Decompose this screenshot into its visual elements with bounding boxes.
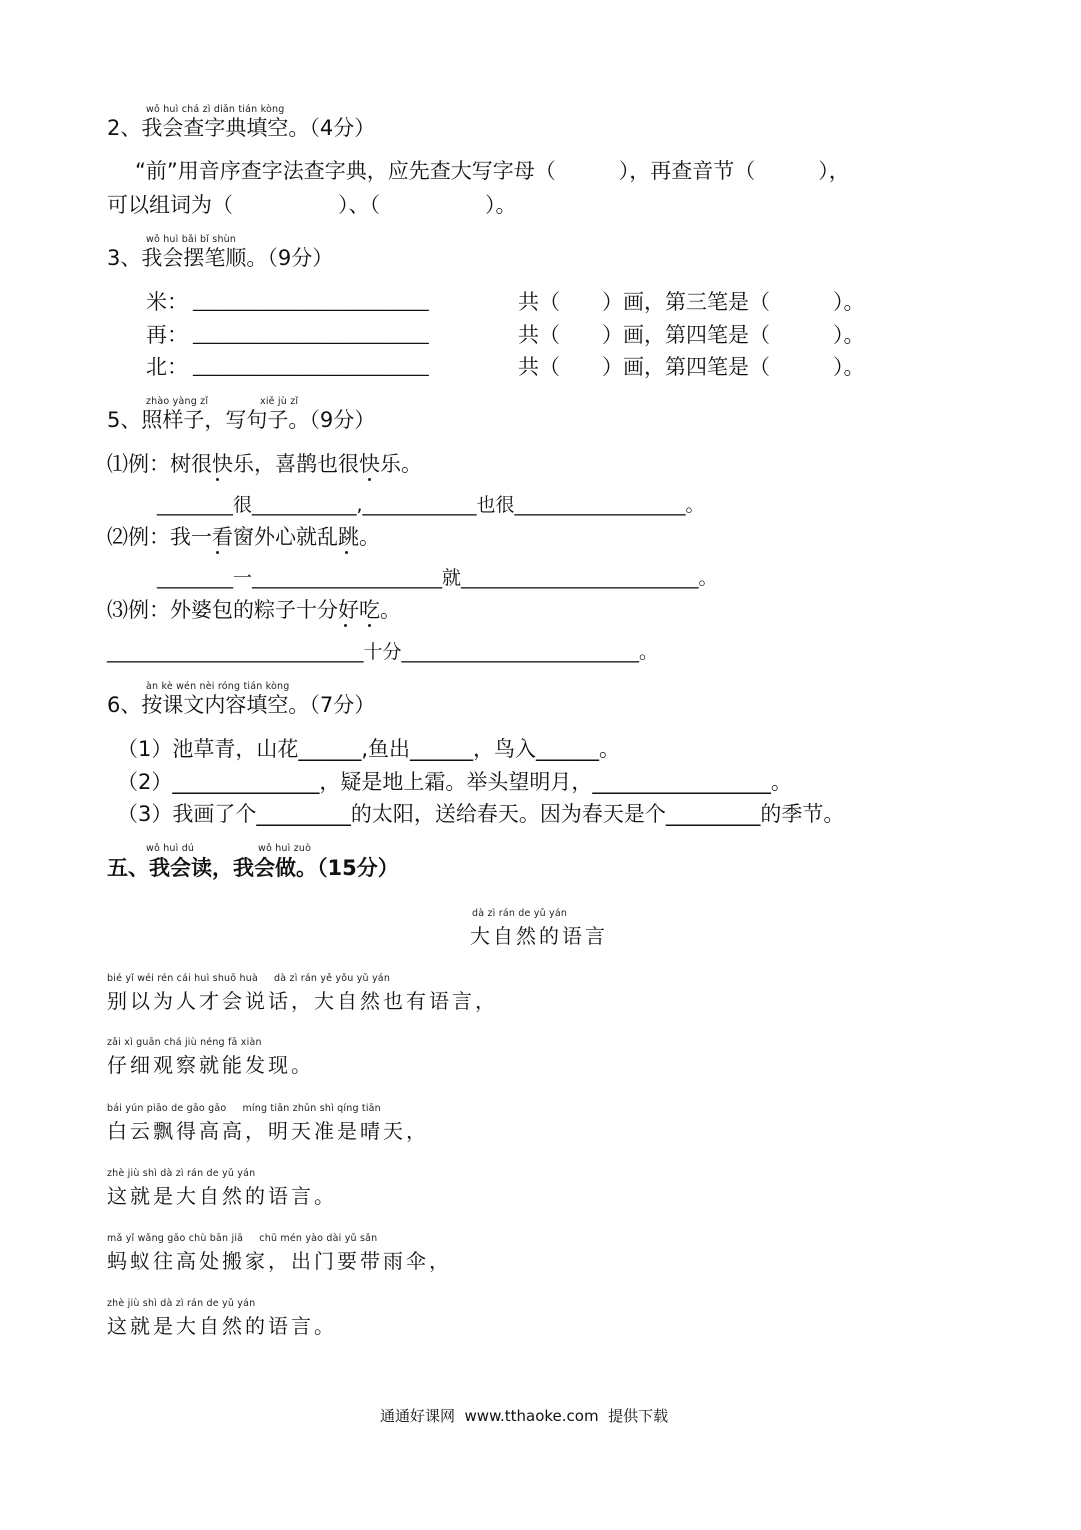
sec5-pinyin-a: wǒ huì dú xyxy=(146,843,195,854)
q3-row-bei-tail: 共（ ）画，第四笔是（ ）。 xyxy=(518,355,865,379)
emphasis-dot xyxy=(345,551,348,554)
q6-line-1: （1）池草青，山花______,鱼出______，鸟入______。 xyxy=(117,737,621,761)
q3-row-bei-blank: ____________________________ xyxy=(193,356,429,377)
q6-pinyin: àn kè wén nèi róng tián kòng xyxy=(146,681,290,692)
q2-line2: 可以组词为（ ）、（ ）。 xyxy=(107,193,517,217)
poem-line-2: 仔细观察就能发现。 xyxy=(107,1053,314,1077)
poem-line-4: 这就是大自然的语言。 xyxy=(107,1184,337,1208)
q6-line-2: （2）______________，疑是地上霜。举头望明月，_________________。 xyxy=(117,770,792,794)
q6-title: 6、按课文内容填空。（7分） xyxy=(107,693,376,717)
poem-pinyin-5: mǎ yǐ wǎng gāo chù bān jiā chū mén yào dài yǔ sǎn xyxy=(107,1233,378,1244)
section-5-title: 五、我会读，我会做。（15分） xyxy=(107,856,399,880)
q3-pinyin: wǒ huì bǎi bǐ shùn xyxy=(146,234,237,245)
poem-line-3: 白云飘得高高，明天准是晴天， xyxy=(107,1119,429,1143)
q2-pinyin: wǒ huì chá zì diǎn tián kòng xyxy=(146,104,285,115)
poem-title: 大自然的语言 xyxy=(470,924,608,948)
q5-example-2: ⑵例：我一看窗外心就乱跳。 xyxy=(107,525,380,549)
q5-fill-3: ___________________________十分_________________________。 xyxy=(107,641,659,663)
q5-pinyin-a: zhào yàng zǐ xyxy=(146,396,209,407)
emphasis-dot xyxy=(216,551,219,554)
poem-pinyin-3: bái yún piāo de gāo gāo míng tiān zhǔn shì qíng tiān xyxy=(107,1103,381,1114)
poem-line-6: 这就是大自然的语言。 xyxy=(107,1314,337,1338)
q3-row-zai-tail: 共（ ）画，第四笔是（ ）。 xyxy=(518,323,865,347)
footer-text: 通通好课网 www.tthaoke.com 提供下载 xyxy=(380,1407,669,1425)
poem-pinyin-6: zhè jiù shì dà zì rán de yǔ yán xyxy=(107,1298,256,1309)
q3-row-mi-blank: ____________________________ xyxy=(193,291,429,312)
q5-fill-2: ________一____________________就_________________________。 xyxy=(157,567,718,589)
q3-row-zai-char: 再： xyxy=(146,323,188,347)
poem-line-5: 蚂蚁往高处搬家，出门要带雨伞， xyxy=(107,1249,452,1273)
emphasis-dot xyxy=(216,478,219,481)
q3-row-bei-char: 北： xyxy=(146,355,188,379)
emphasis-dot xyxy=(344,624,347,627)
sec5-pinyin-b: wǒ huì zuò xyxy=(258,843,312,854)
q2-title: 2、我会查字典填空。（4分） xyxy=(107,116,376,140)
poem-pinyin-2: zǎi xì guān chá jiù néng fā xiàn xyxy=(107,1037,262,1048)
q5-example-3: ⑶例：外婆包的粽子十分好吃。 xyxy=(107,598,401,622)
poem-pinyin-1: bié yǐ wéi rén cái huì shuō huà dà zì rán yě yǒu yǔ yán xyxy=(107,973,391,984)
q3-row-mi-tail: 共（ ）画，第三笔是（ ）。 xyxy=(518,290,865,314)
emphasis-dot xyxy=(368,478,371,481)
poem-line-1: 别以为人才会说话，大自然也有语言， xyxy=(107,989,498,1013)
poem-pinyin-4: zhè jiù shì dà zì rán de yǔ yán xyxy=(107,1168,256,1179)
q6-line-3: （3）我画了个_________的太阳，送给春天。因为春天是个_________的季节。 xyxy=(117,802,845,826)
q5-title: 5、照样子，写句子。（9分） xyxy=(107,408,376,432)
q5-fill-1: ________很___________,____________也很__________________。 xyxy=(157,494,705,516)
q3-row-mi-char: 米： xyxy=(146,290,188,314)
q3-row-zai-blank: ____________________________ xyxy=(193,324,429,345)
q2-line1: “前”用音序查字法查字典，应先查大写字母（ ），再查音节（ ）， xyxy=(135,159,850,183)
q5-example-1: ⑴例：树很快乐，喜鹊也很快乐。 xyxy=(107,452,422,476)
q5-pinyin-b: xiě jù zǐ xyxy=(260,396,299,407)
q3-title: 3、我会摆笔顺。（9分） xyxy=(107,246,334,270)
emphasis-dot xyxy=(368,624,371,627)
poem-title-pinyin: dà zì rán de yǔ yán xyxy=(472,908,568,919)
